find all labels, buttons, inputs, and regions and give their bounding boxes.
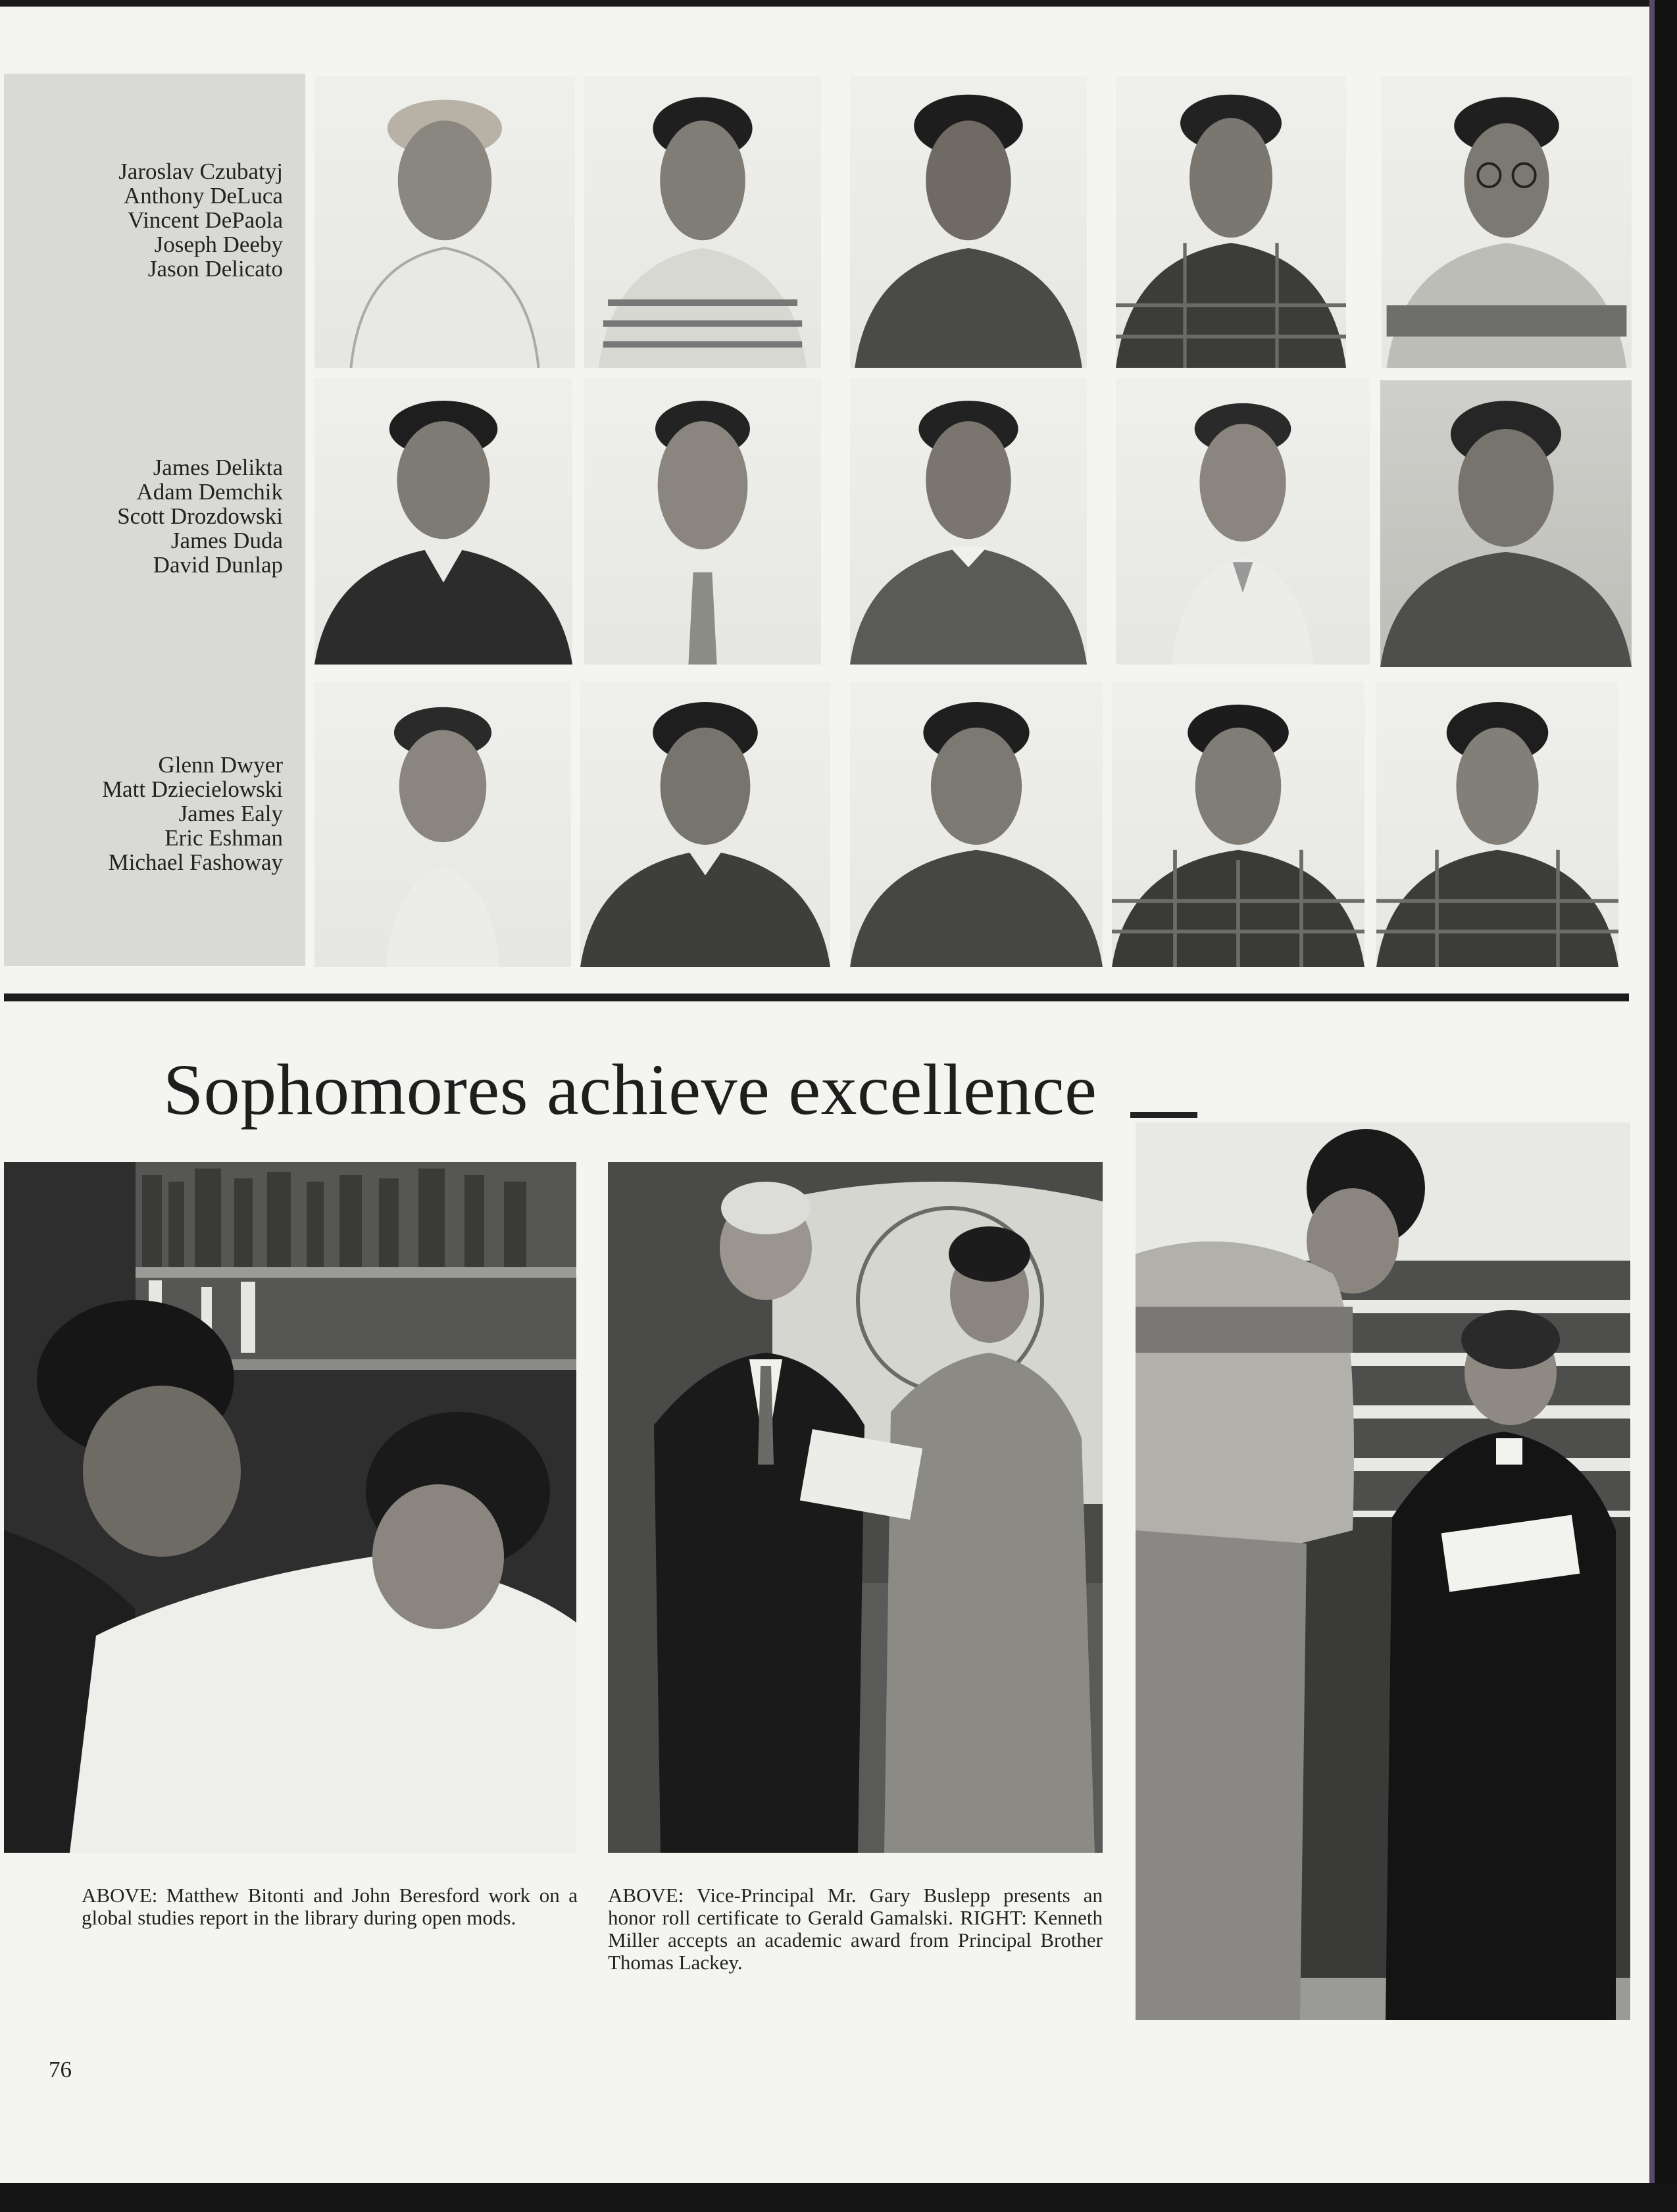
library-photo bbox=[4, 1162, 576, 1853]
page-right-border bbox=[1655, 0, 1677, 2212]
honor-roll-photo bbox=[608, 1162, 1103, 1853]
page-headline: Sophomores achieve excellence bbox=[163, 1049, 1097, 1130]
student-name: Glenn Dwyer bbox=[158, 752, 283, 778]
student-name: James Delikta bbox=[153, 455, 283, 480]
portrait bbox=[584, 378, 821, 665]
portrait bbox=[580, 682, 830, 967]
student-name: Joseph Deeby bbox=[154, 232, 283, 257]
student-name: Matt Dziecielowski bbox=[101, 776, 283, 802]
awards-photo-caption: ABOVE: Vice-Principal Mr. Gary Buslepp presents an honor roll certificate to Gerald Gamalski. RIGHT: Kenneth Miller accepts an academic award from Principal Brother Thomas Lackey. bbox=[608, 1884, 1103, 1974]
portrait bbox=[1112, 682, 1364, 967]
portrait bbox=[1376, 682, 1618, 967]
page-right-edge bbox=[1649, 0, 1655, 2212]
page-bottom-border bbox=[0, 2183, 1677, 2212]
portrait bbox=[1382, 76, 1632, 368]
library-photo-caption: ABOVE: Matthew Bitonti and John Beresford work on a global studies report in the library during open mods. bbox=[82, 1884, 578, 1929]
student-name: Scott Drozdowski bbox=[117, 503, 283, 529]
portrait bbox=[314, 682, 571, 967]
student-name: Adam Demchik bbox=[136, 479, 283, 505]
portrait bbox=[1116, 378, 1370, 665]
portrait bbox=[1380, 380, 1632, 667]
student-name: Anthony DeLuca bbox=[123, 183, 283, 209]
name-group-row-3 bbox=[7, 753, 283, 874]
name-panel bbox=[4, 74, 305, 966]
page-number: 76 bbox=[49, 2057, 72, 2082]
headline-dash bbox=[1130, 1112, 1197, 1118]
student-name: Michael Fashoway bbox=[108, 849, 283, 875]
student-name: Jason Delicato bbox=[147, 256, 283, 282]
section-divider bbox=[4, 993, 1629, 1001]
student-name: Vincent DePaola bbox=[127, 207, 283, 233]
student-name: James Duda bbox=[170, 528, 283, 553]
portrait bbox=[850, 76, 1087, 368]
portrait bbox=[850, 682, 1103, 967]
student-name: Jaroslav Czubatyj bbox=[118, 159, 283, 184]
portrait bbox=[850, 378, 1087, 665]
student-name: James Ealy bbox=[178, 801, 283, 826]
portrait bbox=[314, 76, 575, 368]
portrait bbox=[314, 378, 572, 665]
portrait bbox=[584, 76, 821, 368]
student-name: Eric Eshman bbox=[164, 825, 283, 851]
academic-award-photo bbox=[1136, 1122, 1630, 2020]
student-name: David Dunlap bbox=[153, 552, 283, 578]
name-group-row-2 bbox=[7, 455, 283, 577]
portrait bbox=[1116, 76, 1346, 368]
page-top-border bbox=[0, 0, 1677, 7]
name-group-row-1 bbox=[7, 159, 283, 281]
